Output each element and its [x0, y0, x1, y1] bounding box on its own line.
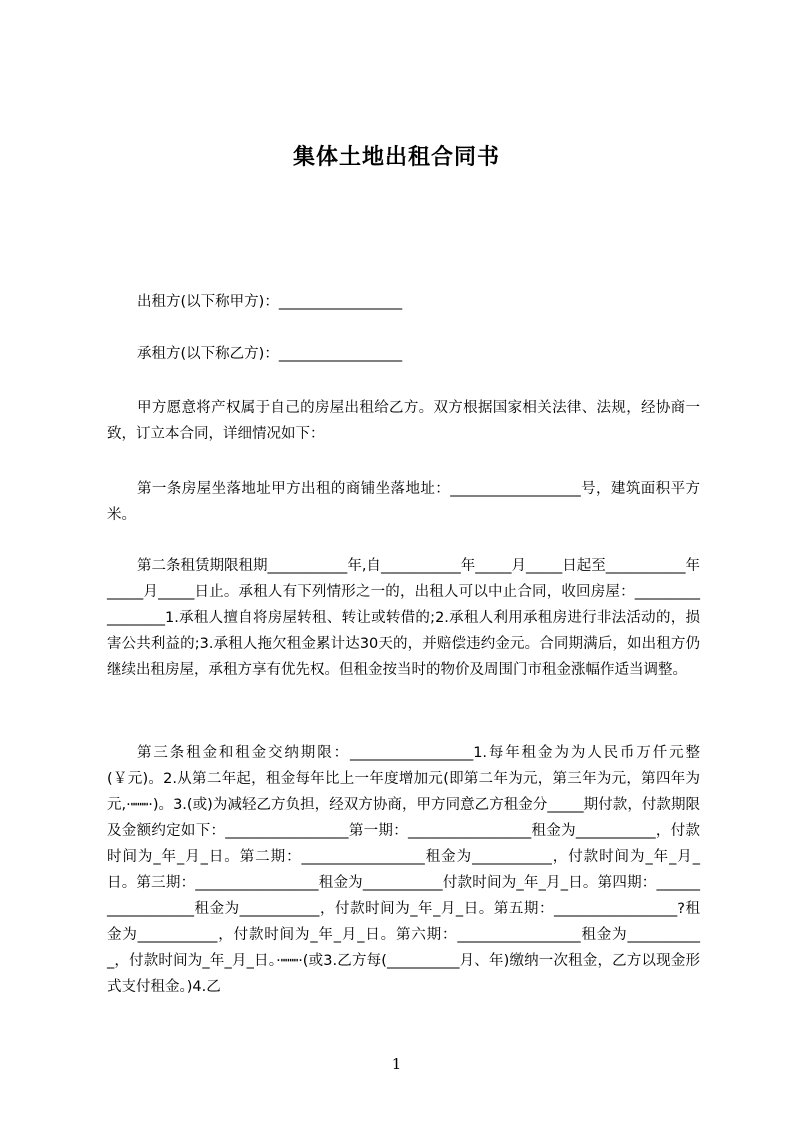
party-a-line [107, 289, 700, 315]
article-2-text: 第二条租赁期限租期___________年,自___________年_____月_____日起至___________年_____月_____日止。承租人有下列情形之一的，出租人可以中止合同，收回房屋：_________________1.承租人擅自将房屋转租、转让或转借的;2.承租人利用承租房进行非法活动的，损害公共利益的;3.承租人拖欠租金累计达30天的，并赔偿违约金元。合同期满后，如出租方仍继续出租房屋，承租方享有优先权。但租金按当时的物价及周围门市租金涨幅作适当调整。 [107, 558, 700, 678]
article-1-paragraph [107, 476, 700, 528]
party-b-text: 承租方(以下称乙方)：_________________ [137, 346, 403, 362]
article-1-text: 第一条房屋坐落地址甲方出租的商铺坐落地址：__________________号，建筑面积平方米。 [107, 481, 700, 523]
document-title: 集体土地出租合同书 [292, 145, 500, 170]
party-b-line [107, 341, 700, 367]
page-number: 1 [391, 1055, 402, 1073]
article-3-text: 第三条租金和租金交纳期限：_________________1.每年租金为为人民币万仟元整(￥元)。2.从第二年起，租金每年比上一年度增加元(即第二年为元，第三年为元，第四年为元,·┉┉·)。3.(或)为减轻乙方负担，经双方协商，甲方同意乙方租金分_____期付款，付款期限及金额约定如下：_________________第一期：_________________租金为___________，付款时间为_年_月_日。第二期：_________________租金为___________，付款时间为_年_月_日。第三期：_________________租金为___________付款时间为_年_月_日。第四期：__________________租金为___________，付款时间为_年_月_日。第五期：_________________?租金为___________，付款时间为_年_月_日。第六期：_________________租金为___________，付款时间为_年_月_日。·┉┉·(或3.乙方每(__________月、年)缴纳一次租金，乙方以现金形式支付租金。)4.乙 [107, 745, 700, 995]
article-2-paragraph [107, 553, 700, 683]
article-3-paragraph [107, 740, 700, 1000]
party-a-text: 出租方(以下称甲方)：_________________ [137, 294, 403, 310]
intro-text: 甲方愿意将产权属于自己的房屋出租给乙方。双方根据国家相关法律、法规，经协商一致，订立本合同，详细情况如下： [107, 400, 700, 442]
intro-paragraph [107, 395, 700, 447]
